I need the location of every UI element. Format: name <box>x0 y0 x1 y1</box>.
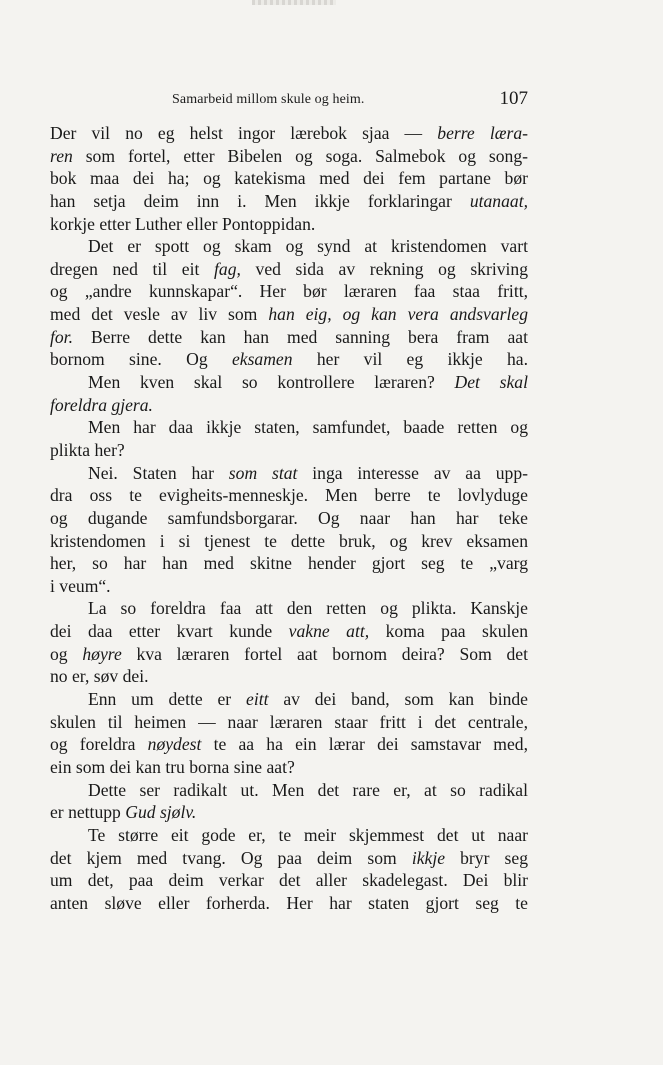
text-run: bryr seg <box>445 847 529 868</box>
italic-text: ren <box>50 145 73 166</box>
text-line <box>50 575 528 598</box>
text-line <box>50 552 528 575</box>
text-line <box>50 530 528 553</box>
text-line <box>50 167 528 190</box>
text-run: som fortel, etter Bibelen og soga. Salmebok og song- <box>72 145 528 166</box>
text-run: dra oss te evigheits-menneskje. Men berre te lovlyduge <box>50 485 528 506</box>
body-text <box>50 122 528 914</box>
text-run: Berre dette kan han med sanning bera fram aat <box>72 326 528 347</box>
text-run: og foreldra <box>50 734 148 755</box>
text-run: skulen til heimen — naar læraren staar fritt i det centrale, <box>50 711 528 732</box>
text-line <box>50 371 528 394</box>
text-run: anten sløve eller forherda. Her har staten gjort seg te <box>50 892 528 913</box>
text-run: korkje etter Luther eller Pontoppidan. <box>50 213 316 234</box>
text-run: koma paa skulen <box>369 621 528 642</box>
text-run: han setja deim inn i. Men ikkje forklaringar <box>50 190 470 211</box>
text-line <box>50 643 528 666</box>
italic-text: Gud sjølv. <box>125 802 197 823</box>
text-run: plikta her? <box>50 439 125 460</box>
text-run: i veum“. <box>50 575 111 596</box>
text-line <box>50 892 528 915</box>
text-run: Der vil no eg helst ingor lærebok sjaa — <box>50 123 438 143</box>
italic-text: nøydest <box>147 734 202 755</box>
italic-text: for. <box>50 326 73 347</box>
text-line <box>50 507 528 530</box>
text-line <box>50 824 528 847</box>
text-line <box>50 484 528 507</box>
text-line <box>50 145 528 168</box>
text-run: og „andre kunnskapar“. Her bør læraren faa staa fritt, <box>50 281 528 302</box>
text-run: med det vesle av liv som <box>50 304 269 325</box>
text-line <box>50 733 528 756</box>
text-run: her vil eg ikkje ha. <box>292 349 528 370</box>
text-run: Enn um dette er <box>88 689 247 710</box>
text-line <box>50 711 528 734</box>
italic-text: høyre <box>82 643 122 664</box>
text-line <box>50 779 528 802</box>
text-line <box>50 620 528 643</box>
text-run: ved sida av rekning og skriving <box>240 258 528 279</box>
italic-text: fag, <box>214 258 241 279</box>
italic-text: han eig, og kan vera andsvarleg <box>268 304 529 325</box>
page-number: 107 <box>499 88 528 109</box>
text-run: er nettupp <box>50 802 126 823</box>
text-line <box>50 122 528 145</box>
text-run: Men kven skal so kontrollere læraren? <box>88 372 455 393</box>
text-run: Te større eit gode er, te meir skjemmest det ut naar <box>88 824 528 845</box>
text-run: no er, søv dei. <box>50 666 149 687</box>
text-line <box>50 665 528 688</box>
text-line <box>50 280 528 303</box>
text-line <box>50 348 528 371</box>
text-run: kva læraren fortel aat bornom deira? Som det <box>121 643 528 664</box>
scan-edge-mark <box>252 0 336 5</box>
text-line <box>50 801 528 824</box>
text-line <box>50 439 528 462</box>
italic-text: ikkje <box>411 847 446 868</box>
italic-text: berre læra- <box>437 123 528 143</box>
text-line <box>50 688 528 711</box>
text-line <box>50 303 528 326</box>
text-run: og dugande samfundsborgarar. Og naar han har teke <box>50 507 528 528</box>
text-run: La so foreldra faa att den retten og plikta. Kanskje <box>88 598 528 619</box>
italic-text: eitt <box>246 689 269 710</box>
running-title: Samarbeid millom skule og heim. <box>172 92 365 107</box>
text-run: ein som dei kan tru borna sine aat? <box>50 756 295 777</box>
italic-text: som stat <box>228 462 298 483</box>
italic-text: utanaat, <box>469 190 528 211</box>
text-run: bok maa dei ha; og katekisma med dei fem partane bør <box>50 168 528 189</box>
text-line <box>50 597 528 620</box>
text-line <box>50 416 528 439</box>
text-run: kristendomen i si tjenest te dette bruk, og krev eksamen <box>50 530 528 551</box>
text-run: og <box>50 643 83 664</box>
text-run: det kjem med tvang. Og paa deim som <box>50 847 412 868</box>
text-run: bornom sine. Og <box>50 349 232 370</box>
page-header <box>172 88 528 110</box>
text-run: Men har daa ikkje staten, samfundet, baade retten og <box>88 417 528 438</box>
text-line <box>50 394 528 417</box>
text-line <box>50 258 528 281</box>
text-line <box>50 190 528 213</box>
text-line <box>50 869 528 892</box>
text-line <box>50 235 528 258</box>
text-run: her, so har han med skitne hender gjort seg te „varg <box>50 553 528 574</box>
text-run: Det er spott og skam og synd at kristendomen vart <box>88 236 528 257</box>
text-line <box>50 213 528 236</box>
text-line <box>50 756 528 779</box>
text-run: Nei. Staten har <box>88 462 229 483</box>
text-line <box>50 847 528 870</box>
italic-text: foreldra gjera. <box>50 394 153 415</box>
text-run: um det, paa deim verkar det aller skadelegast. Dei blir <box>50 870 528 891</box>
text-line <box>50 326 528 349</box>
text-line <box>50 462 528 485</box>
italic-text: Det skal <box>454 372 528 393</box>
text-run: av dei band, som kan binde <box>268 689 528 710</box>
text-run: dei daa etter kvart kunde <box>50 621 289 642</box>
italic-text: vakne att, <box>288 621 370 642</box>
text-run: dregen ned til eit <box>50 258 215 279</box>
text-run: inga interesse av aa upp- <box>297 462 528 483</box>
italic-text: eksamen <box>231 349 293 370</box>
text-run: Dette ser radikalt ut. Men det rare er, at so radikal <box>88 779 528 800</box>
text-run: te aa ha ein lærar dei samstavar med, <box>201 734 528 755</box>
